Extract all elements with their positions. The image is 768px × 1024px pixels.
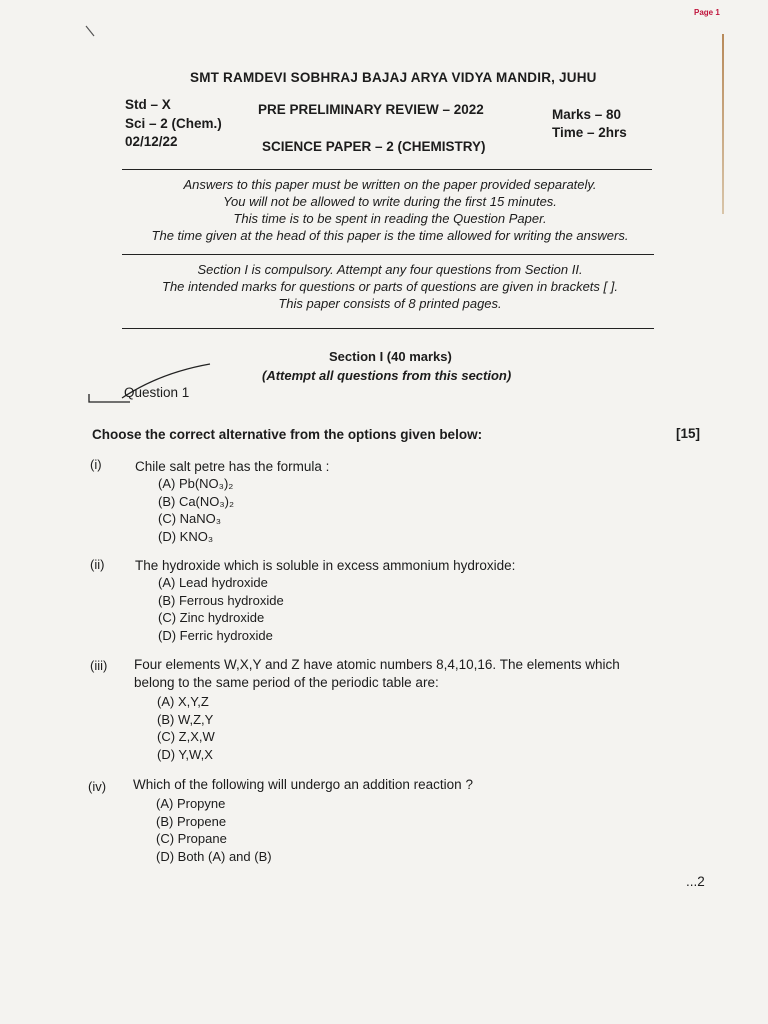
options-list (157, 693, 215, 763)
question-number: (ii) (90, 557, 105, 572)
option: (D) Both (A) and (B) (156, 848, 272, 864)
section-title: Section I (40 marks) (329, 349, 452, 364)
option: (A) Propyne (156, 796, 226, 811)
question-prompt: Choose the correct alternative from the options given below: (92, 427, 483, 442)
instruction-line: The time given at the head of this paper is the time allowed for writing the answers. (151, 228, 629, 243)
options-list (158, 475, 234, 545)
option: (B) Ca(NO₃)₂ (158, 493, 235, 509)
paper-title: SCIENCE PAPER – 2 (CHEMISTRY) (262, 139, 486, 154)
option: (C) NaNO₃ (158, 511, 222, 526)
duration: Time – 2hrs (552, 125, 627, 140)
instructions-block (120, 176, 660, 244)
question-text: Four elements W,X,Y and Z have atomic numbers 8,4,10,16. The elements which (134, 657, 620, 672)
std-label: Std – X (125, 97, 171, 112)
page-tag: Page 1 (694, 8, 720, 17)
divider-2 (122, 254, 654, 255)
question-text: The hydroxide which is soluble in excess ammonium hydroxide: (135, 558, 516, 573)
continued-marker: ...2 (686, 874, 705, 889)
option: (A) X,Y,Z (157, 694, 209, 709)
question-marks: [15] (676, 426, 701, 441)
option: (C) Propane (156, 831, 227, 846)
page-edge-mark (722, 34, 724, 214)
total-marks: Marks – 80 (552, 107, 622, 122)
options-list (156, 795, 272, 865)
question-text: Chile salt petre has the formula : (135, 459, 330, 474)
school-name: SMT RAMDEVI SOBHRAJ BAJAJ ARYA VIDYA MANDIR, JUHU (190, 70, 597, 85)
option: (B) W,Z,Y (157, 711, 214, 727)
question-number: (iii) (90, 658, 108, 673)
option: (C) Z,X,W (157, 729, 215, 744)
subject-code: Sci – 2 (Chem.) (125, 116, 222, 131)
instruction-line: You will not be allowed to write during the first 15 minutes. (223, 194, 557, 209)
exam-date: 02/12/22 (125, 134, 178, 149)
section-subtitle: (Attempt all questions from this section) (262, 368, 512, 383)
divider-1 (122, 169, 652, 170)
option: (A) Pb(NO₃)₂ (158, 476, 234, 491)
option: (C) Zinc hydroxide (158, 610, 265, 625)
pen-mark (84, 24, 98, 40)
section-note: This paper consists of 8 printed pages. (278, 296, 502, 311)
section-note: The intended marks for questions or parts of questions are given in brackets [ ]. (162, 279, 618, 294)
option: (B) Propene (156, 813, 227, 829)
question-number: (i) (90, 457, 102, 472)
section-note: Section I is compulsory. Attempt any four questions from Section II. (197, 262, 583, 277)
question-label: Question 1 (124, 385, 190, 400)
instruction-line: This time is to be spent in reading the Question Paper. (233, 211, 547, 226)
option: (D) Ferric hydroxide (158, 627, 273, 643)
instruction-line: Answers to this paper must be written on the paper provided separately. (183, 177, 597, 192)
question-text: Which of the following will undergo an addition reaction ? (133, 777, 473, 792)
option: (A) Lead hydroxide (158, 575, 268, 590)
question-text: belong to the same period of the periodic table are: (134, 675, 439, 690)
option: (D) Y,W,X (157, 746, 213, 762)
exam-name: PRE PRELIMINARY REVIEW – 2022 (258, 102, 484, 117)
section-notes-block (120, 261, 660, 312)
options-list (158, 574, 284, 644)
divider-3 (122, 328, 654, 329)
option: (D) KNO₃ (158, 528, 214, 544)
option: (B) Ferrous hydroxide (158, 592, 284, 608)
question-number: (iv) (88, 779, 107, 794)
